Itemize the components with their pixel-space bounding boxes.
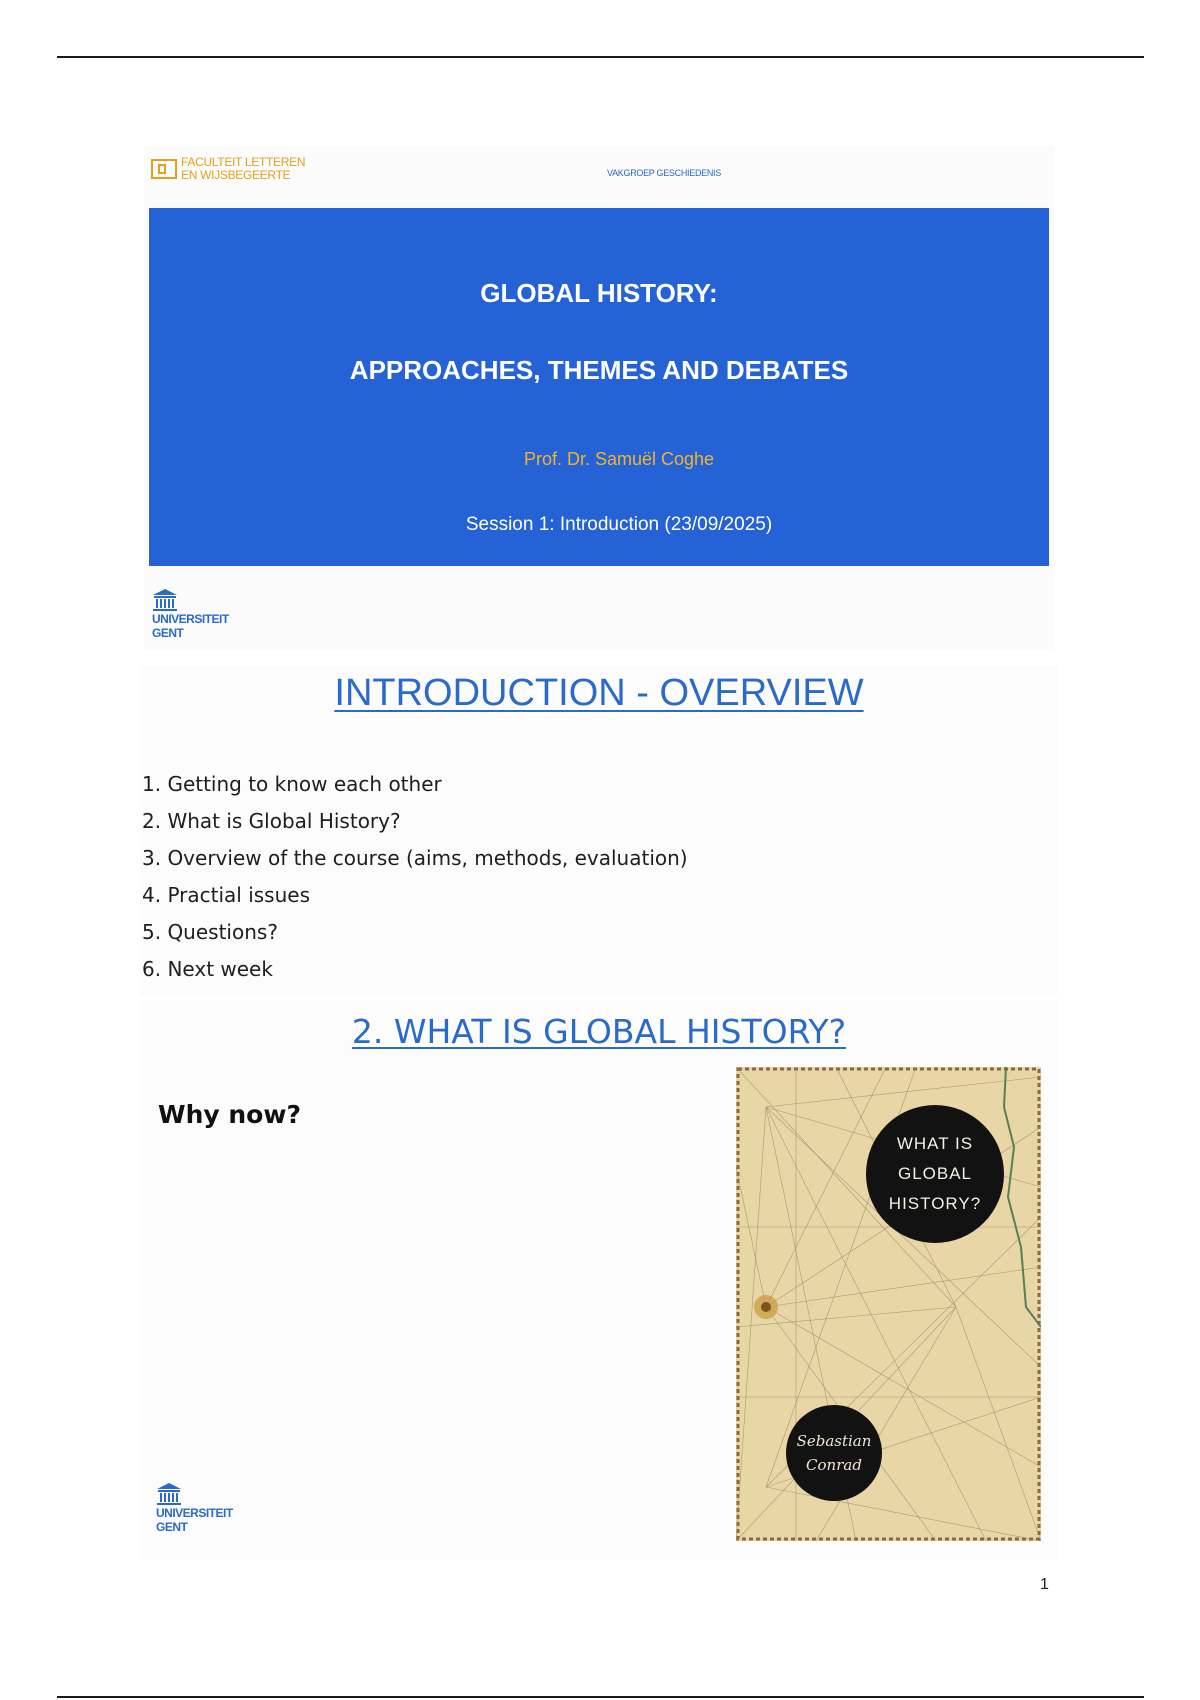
course-title-line1: GLOBAL HISTORY: bbox=[480, 278, 718, 308]
top-rule bbox=[57, 56, 1144, 58]
page-number: 1 bbox=[1040, 1576, 1049, 1593]
book-title-line3: HISTORY? bbox=[888, 1194, 982, 1213]
agenda-item: 5. Questions? bbox=[142, 920, 278, 944]
book-title-badge bbox=[866, 1105, 1004, 1243]
why-now-subheading: Why now? bbox=[158, 1100, 301, 1129]
overview-slide bbox=[140, 666, 1058, 996]
university-logo bbox=[156, 1482, 233, 1534]
book-author-line2: Conrad bbox=[806, 1456, 862, 1474]
professor-name: Prof. Dr. Samuël Coghe bbox=[523, 449, 715, 469]
session-label: Session 1: Introduction (23/09/2025) bbox=[465, 514, 773, 535]
agenda-item: 6. Next week bbox=[142, 957, 273, 981]
title-slide bbox=[144, 146, 1054, 651]
agenda-item: 1. Getting to know each other bbox=[142, 772, 442, 796]
university-building-icon bbox=[156, 1482, 182, 1506]
agenda-item: 2. What is Global History? bbox=[142, 809, 401, 833]
university-logo-line2: GENT bbox=[152, 626, 184, 640]
book-cover bbox=[736, 1067, 1041, 1541]
faculty-logo-line1: FACULTEIT LETTEREN bbox=[181, 155, 306, 169]
global-history-heading: 2. WHAT IS GLOBAL HISTORY? bbox=[351, 1012, 847, 1051]
book-author-badge bbox=[786, 1405, 882, 1501]
bottom-rule bbox=[57, 1696, 1144, 1698]
agenda-item: 4. Practial issues bbox=[142, 883, 310, 907]
book-author-line1: Sebastian bbox=[796, 1432, 872, 1450]
department-label: VAKGROEP GESCHIEDENIS bbox=[607, 168, 721, 178]
title-panel bbox=[149, 208, 1049, 566]
agenda-list bbox=[142, 766, 688, 988]
book-title-line2: GLOBAL bbox=[897, 1164, 973, 1183]
global-history-slide bbox=[140, 1000, 1058, 1560]
university-logo-line1: UNIVERSITEIT bbox=[156, 1506, 233, 1520]
university-logo bbox=[152, 588, 229, 640]
faculty-logo-icon bbox=[151, 159, 177, 179]
faculty-logo-line2: EN WIJSBEGEERTE bbox=[181, 168, 291, 182]
university-logo-line1: UNIVERSITEIT bbox=[152, 612, 229, 626]
university-building-icon bbox=[152, 588, 178, 612]
agenda-item: 3. Overview of the course (aims, methods, evaluation) bbox=[142, 846, 688, 870]
book-title-line1: WHAT IS bbox=[896, 1134, 974, 1153]
course-title-line2: APPROACHES, THEMES AND DEBATES bbox=[349, 355, 849, 385]
faculty-logo bbox=[151, 156, 305, 182]
overview-heading: INTRODUCTION - OVERVIEW bbox=[334, 672, 864, 714]
university-logo-line2: GENT bbox=[156, 1520, 188, 1534]
